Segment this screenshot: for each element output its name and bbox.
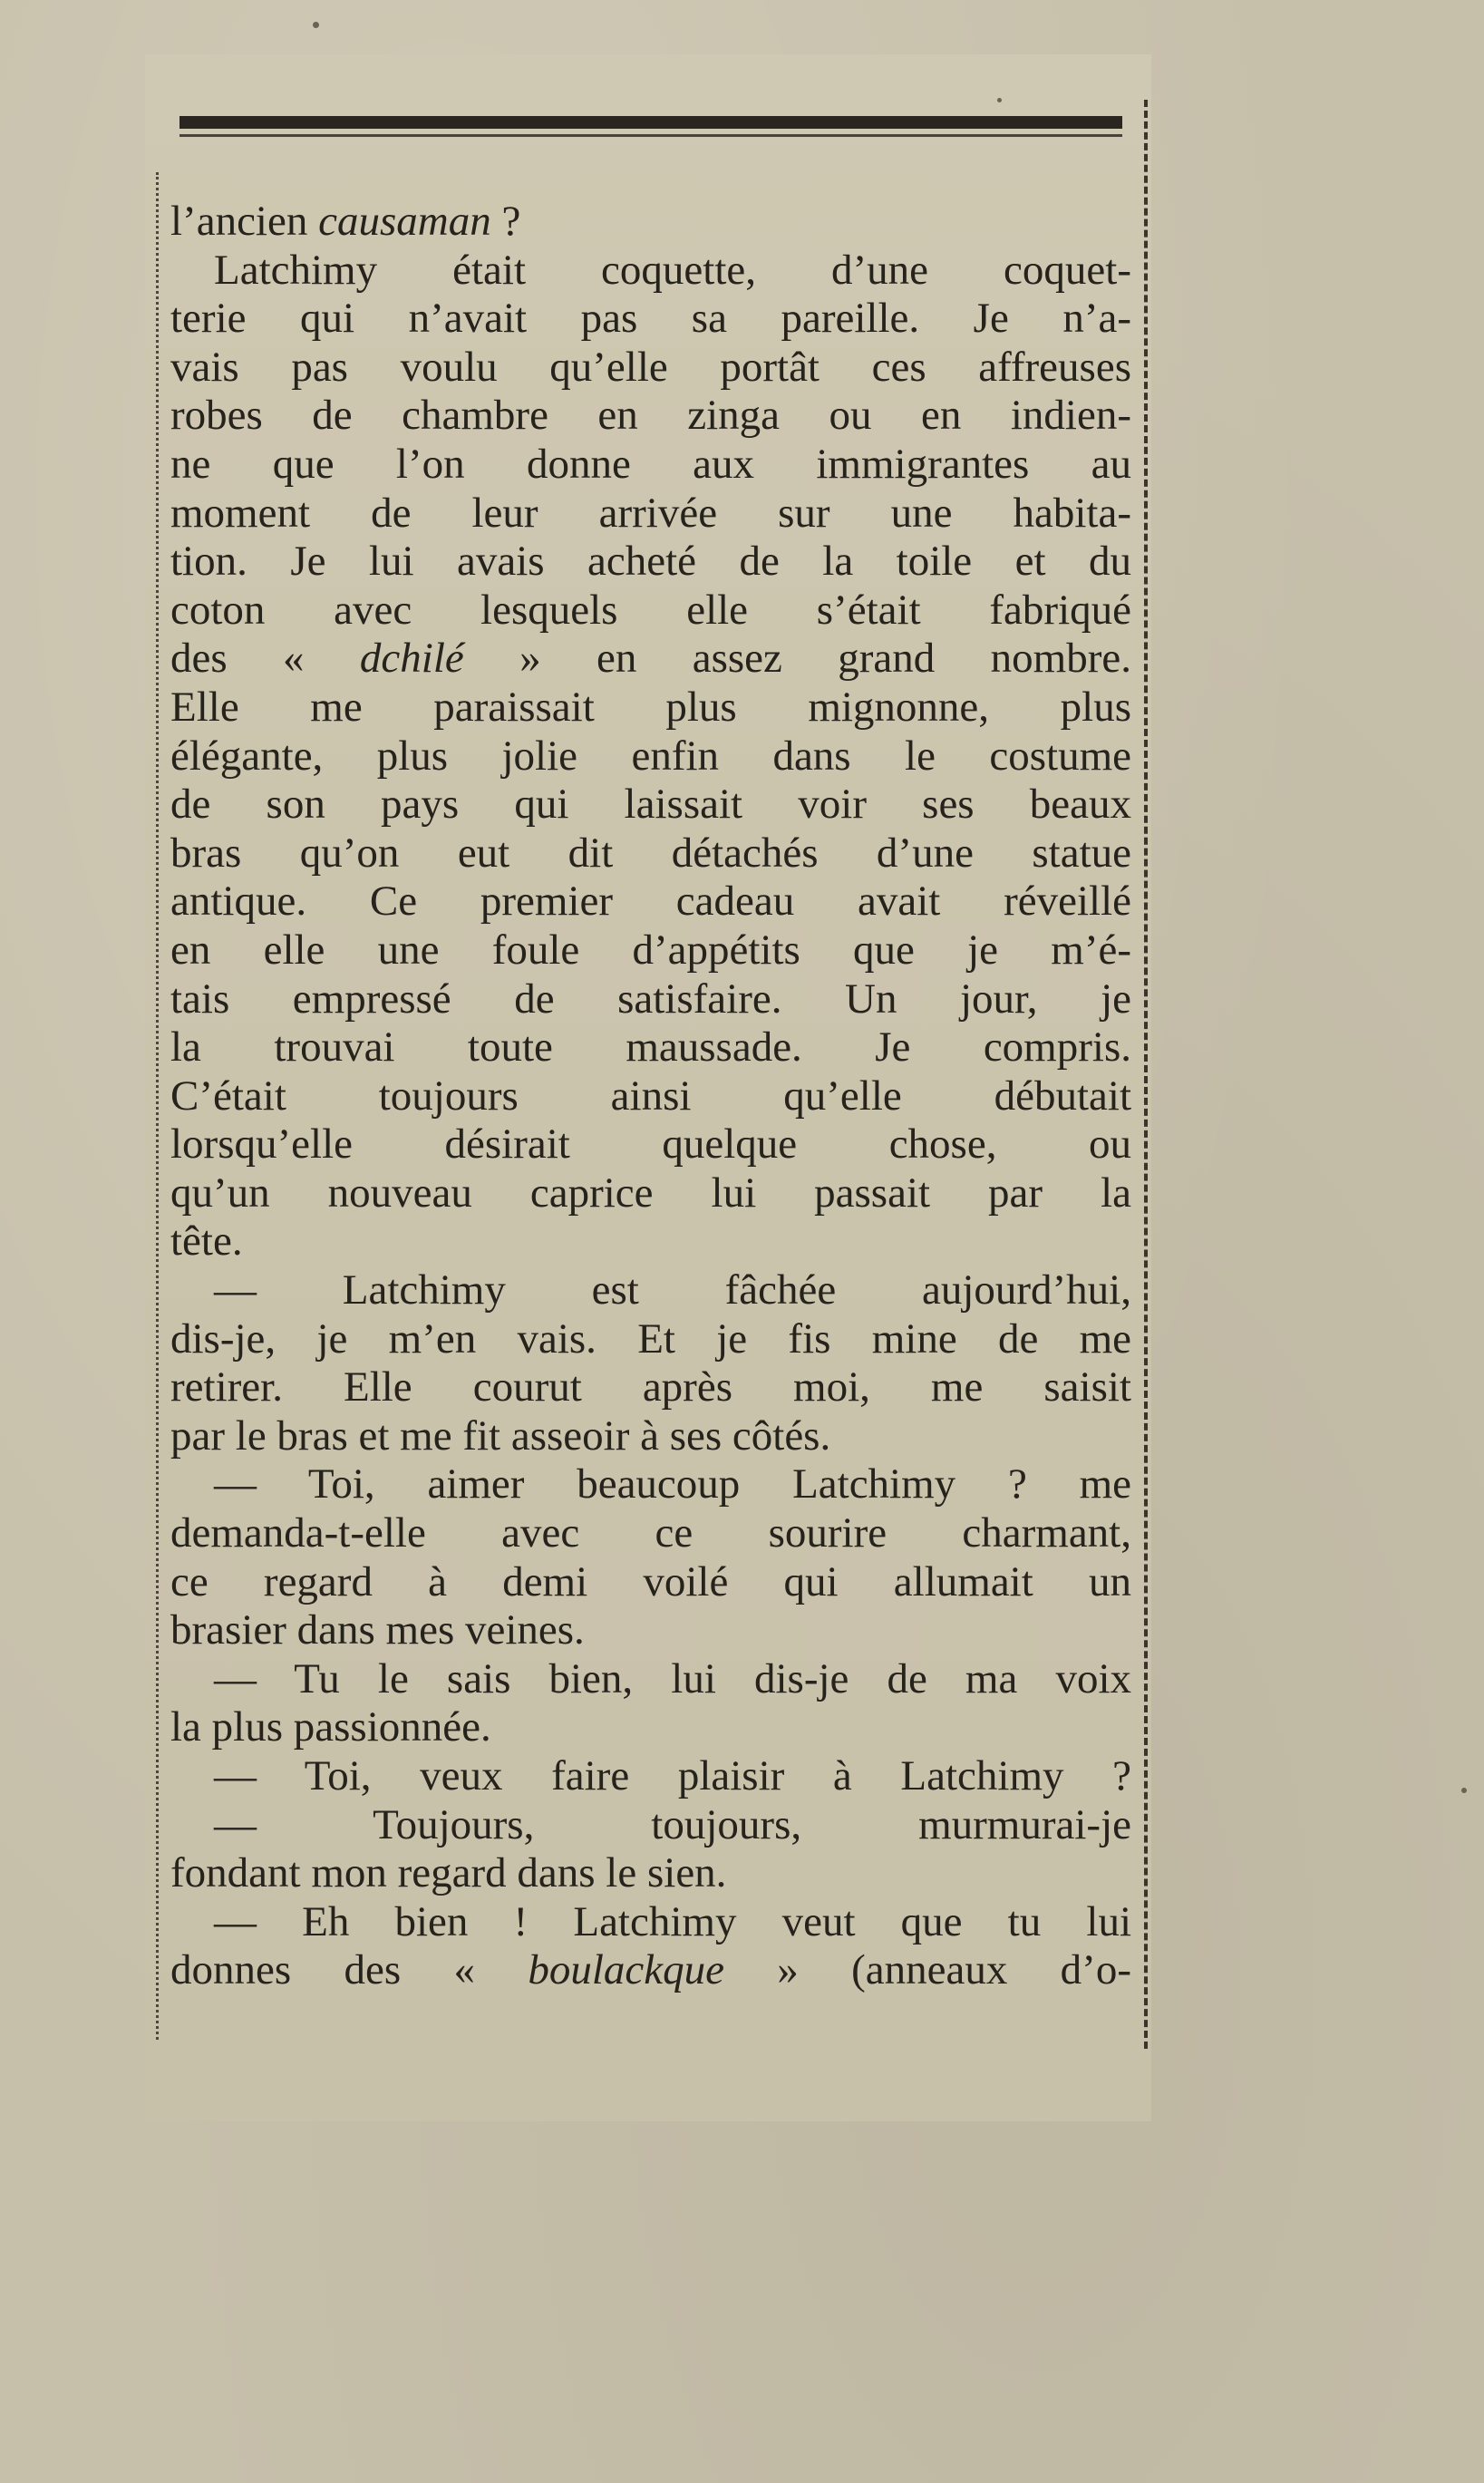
- text-line: [170, 878, 1131, 926]
- text-run: tais empressé de satisfaire. Un jour, je: [170, 975, 1131, 1023]
- text-line: [170, 1849, 1131, 1898]
- text-run: en elle une foule d’appétits que je m’é-: [170, 926, 1131, 974]
- column-header-thin-rule: [179, 134, 1122, 137]
- text-run: — Latchimy est fâchée aujourd’hui,: [214, 1266, 1131, 1314]
- text-run: lorsqu’elle désirait quelque chose, ou: [170, 1120, 1131, 1169]
- text-run: des «: [170, 635, 360, 683]
- text-line: [170, 1266, 1131, 1315]
- text-line: [170, 1558, 1131, 1607]
- column-separator-rule: [1144, 100, 1148, 2049]
- text-line: [170, 1752, 1131, 1801]
- text-line: [170, 732, 1131, 781]
- text-run: brasier dans mes veines.: [170, 1606, 585, 1654]
- text-run: » en assez grand nombre.: [463, 635, 1131, 683]
- text-run: ce regard à demi voilé qui allumait un: [170, 1557, 1131, 1605]
- text-run: — Eh bien ! Latchimy veut que tu lui: [214, 1897, 1131, 1945]
- italic-term: boulackque: [528, 1946, 724, 1994]
- text-line: [170, 1606, 1131, 1655]
- text-line: [170, 1412, 1131, 1461]
- text-line: [170, 1120, 1131, 1169]
- text-line: [170, 1898, 1131, 1947]
- text-line: [170, 975, 1131, 1024]
- text-line: [170, 587, 1131, 635]
- article-text-column: [170, 198, 1131, 1995]
- text-run: donnes des «: [170, 1946, 529, 1994]
- text-run: demanda-t-elle avec ce sourire charmant,: [170, 1509, 1131, 1557]
- text-run: » (anneaux d’o-: [723, 1946, 1131, 1994]
- text-line: [170, 490, 1131, 538]
- text-run: bras qu’on eut dit détachés d’une statue: [170, 829, 1131, 877]
- text-run: retirer. Elle courut après moi, me saisit: [170, 1363, 1131, 1411]
- text-run: ?: [490, 198, 521, 245]
- text-run: dis-je, je m’en vais. Et je fis mine de me: [170, 1314, 1131, 1363]
- text-run: — Toi, veux faire plaisir à Latchimy ?: [214, 1752, 1131, 1799]
- text-line: [170, 198, 1131, 247]
- text-line: [170, 635, 1131, 684]
- text-line: [170, 1169, 1131, 1218]
- text-line: [170, 684, 1131, 732]
- text-line: [170, 295, 1131, 344]
- text-run: de son pays qui laissait voir ses beaux: [170, 781, 1131, 829]
- text-run: ne que l’on donne aux immigrantes au: [170, 440, 1131, 488]
- text-run: vais pas voulu qu’elle portât ces affreuses: [170, 343, 1131, 391]
- text-run: fondant mon regard dans le sien.: [170, 1849, 727, 1897]
- text-line: [170, 1703, 1131, 1752]
- text-line: [170, 1460, 1131, 1509]
- text-line: [170, 1363, 1131, 1412]
- italic-term: dchilé: [359, 635, 464, 683]
- text-run: antique. Ce premier cadeau avait réveillé: [170, 878, 1131, 926]
- paper-speck: [313, 22, 319, 28]
- text-run: tête.: [170, 1217, 243, 1266]
- text-line: [170, 344, 1131, 393]
- column-header-rule: [179, 116, 1122, 129]
- text-line: [170, 1023, 1131, 1072]
- paper-speck: [997, 98, 1002, 102]
- text-line: [170, 1946, 1131, 1995]
- text-run: coton avec lesquels elle s’était fabriqué: [170, 586, 1131, 634]
- text-run: Latchimy était coquette, d’une coquet-: [214, 246, 1131, 294]
- text-run: terie qui n’avait pas sa pareille. Je n’a-: [170, 295, 1131, 343]
- text-run: Elle me paraissait plus mignonne, plus: [170, 683, 1131, 731]
- italic-term: causaman: [318, 198, 491, 245]
- text-run: la plus passionnée.: [170, 1703, 491, 1751]
- text-line: [170, 829, 1131, 878]
- text-run: moment de leur arrivée sur une habita-: [170, 489, 1131, 537]
- text-line: [170, 1655, 1131, 1704]
- text-run: élégante, plus jolie enfin dans le costume: [170, 732, 1131, 780]
- text-line: [170, 392, 1131, 441]
- text-run: l’ancien: [170, 198, 319, 245]
- text-line: [170, 1072, 1131, 1121]
- text-line: [170, 1801, 1131, 1850]
- text-line: [170, 1509, 1131, 1558]
- text-line: [170, 926, 1131, 975]
- text-line: [170, 441, 1131, 490]
- text-run: — Tu le sais bien, lui dis-je de ma voix: [214, 1654, 1131, 1702]
- text-line: [170, 247, 1131, 296]
- text-run: robes de chambre en zinga ou en indien-: [170, 392, 1131, 440]
- text-line: [170, 781, 1131, 829]
- text-line: [170, 1315, 1131, 1364]
- text-run: la trouvai toute maussade. Je compris.: [170, 1023, 1131, 1072]
- text-run: tion. Je lui avais acheté de la toile et du: [170, 538, 1131, 586]
- text-line: [170, 1217, 1131, 1266]
- paper-speck: [1461, 1788, 1467, 1793]
- text-run: — Toujours, toujours, murmurai-je: [214, 1800, 1131, 1848]
- text-line: [170, 538, 1131, 587]
- clipping-left-edge: [156, 172, 159, 2040]
- text-run: — Toi, aimer beaucoup Latchimy ? me: [214, 1460, 1131, 1508]
- text-run: qu’un nouveau caprice lui passait par la: [170, 1169, 1131, 1217]
- text-run: par le bras et me fit asseoir à ses côtés.: [170, 1411, 831, 1460]
- text-run: C’était toujours ainsi qu’elle débutait: [170, 1072, 1131, 1120]
